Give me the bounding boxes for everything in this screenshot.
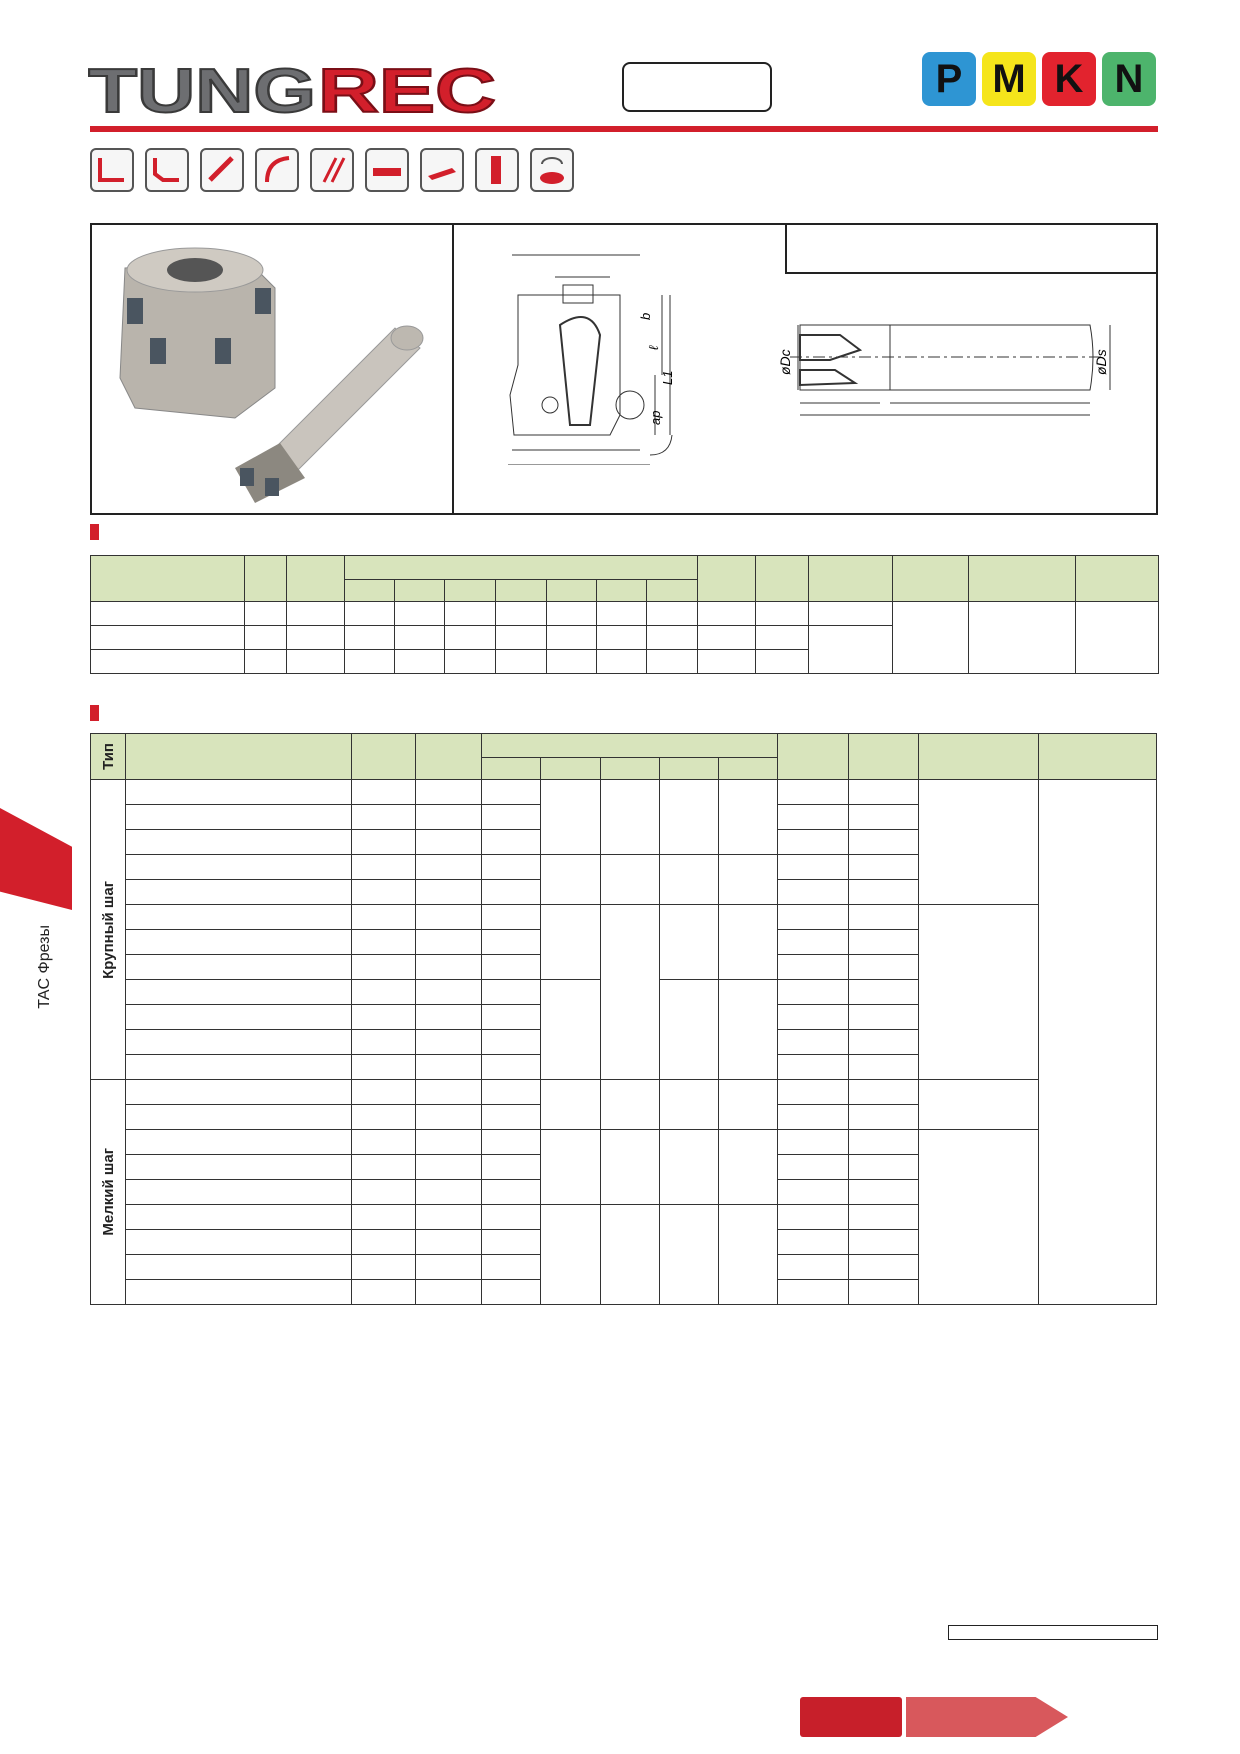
dim-ap: ap (648, 410, 663, 425)
plunge-icon (475, 148, 519, 192)
nav-next-button[interactable] (906, 1697, 1068, 1737)
group-coarse: Крупный шаг (91, 780, 126, 1080)
group-fine: Мелкий шаг (91, 1080, 126, 1305)
pocket-icon (420, 148, 464, 192)
type-header-cell: Тип (91, 734, 126, 780)
face-milling-icon (365, 148, 409, 192)
shoulder-corner-icon (145, 148, 189, 192)
helical-icon (530, 148, 574, 192)
svg-text:REC: REC (318, 60, 496, 120)
end-mill-table (90, 555, 1159, 674)
section-marker-1 (90, 524, 99, 540)
header-rule (90, 126, 1158, 132)
material-n-badge: N (1102, 52, 1156, 106)
dim-l1: L1 (660, 370, 675, 385)
dim-dc: øDc (777, 349, 793, 375)
slotting-icon (310, 148, 354, 192)
dim-b: b (638, 312, 653, 320)
svg-text:TUNG: TUNG (88, 60, 316, 120)
end-mill-drawing (770, 315, 1130, 445)
shell-mill-drawing (500, 245, 690, 465)
panel-divider (452, 223, 454, 515)
shoulder-milling-icon (90, 148, 134, 192)
section-side-label: TAC Фрезы (36, 925, 53, 1009)
product-photo (95, 228, 445, 510)
material-m-badge: M (982, 52, 1036, 106)
ramping-icon (200, 148, 244, 192)
panel-note-box (785, 223, 1158, 274)
material-k-badge: K (1042, 52, 1096, 106)
section-marker-2 (90, 705, 99, 721)
footer-note-box (948, 1625, 1158, 1640)
nav-prev-button[interactable] (800, 1697, 902, 1737)
tungrec-logo (88, 60, 498, 120)
dim-l: ℓ (646, 345, 661, 350)
shell-mill-table (90, 733, 1157, 1305)
series-title-box (622, 62, 772, 112)
section-side-tab (0, 808, 72, 910)
profile-icon (255, 148, 299, 192)
material-p-badge: P (922, 52, 976, 106)
dim-ds: øDs (1093, 349, 1109, 375)
